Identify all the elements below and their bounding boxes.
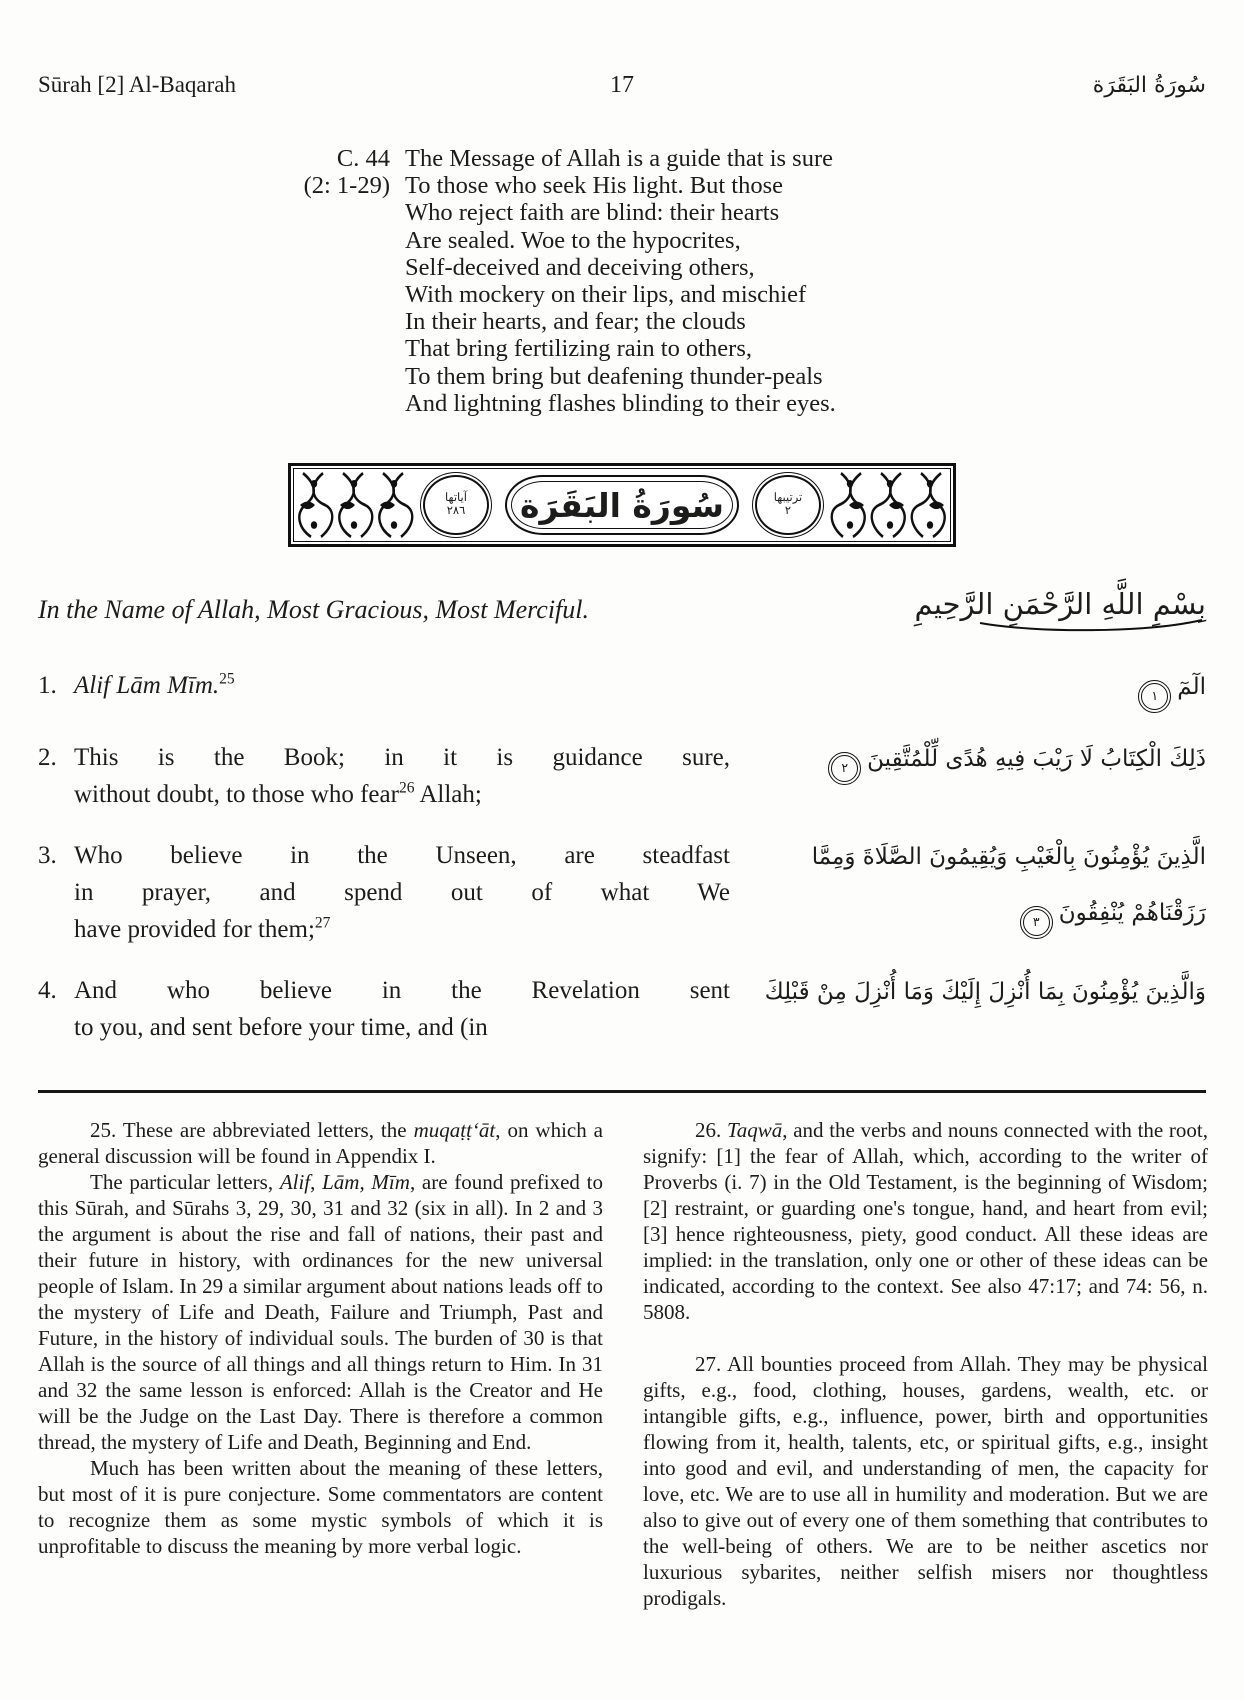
ayah-marker: ١ (1141, 683, 1168, 710)
verse-row (38, 837, 1206, 948)
footnotes-section (38, 1117, 1209, 1611)
running-head-surah-arabic: سُورَةُ البَقَرَة (1092, 73, 1206, 98)
verse-english-line (74, 667, 730, 704)
text-segment: Who believe in the Unseen, are steadfast (74, 842, 730, 870)
text-segment: in prayer, and spend out of what We (74, 879, 730, 907)
text-segment: 26. (695, 1118, 727, 1143)
text-segment: Allah; (414, 781, 482, 809)
verse-english-line (74, 739, 730, 776)
text-segment: , on which a general discussion will be found in Appendix I. (38, 1118, 603, 1169)
verse-arabic (744, 659, 1206, 715)
verse-count-value: ٢٨٦ (446, 505, 466, 518)
verse-row (38, 972, 1206, 1046)
commentary-line: Self-deceived and deceiving others, (405, 253, 755, 281)
surah-title-cartouche (505, 475, 739, 535)
verse-english-line (74, 874, 730, 911)
text-segment: The particular letters, (90, 1170, 280, 1195)
running-head-surah: Sūrah [2] Al-Baqarah (38, 72, 236, 97)
commentary-line: To them bring but deafening thunder-peals (405, 362, 823, 390)
verse-english-text (74, 837, 730, 948)
verse-arabic (744, 829, 1206, 941)
footnote-paragraph (643, 1351, 1208, 1611)
verse-count-label: آياتها (445, 492, 467, 505)
text-segment: This is the Book; in it is guidance sure, (74, 744, 730, 772)
text-segment: ذَلِكَ الْكِتَابُ لَا رَيْبَ فِيهِ هُدًى لِّلْمُتَّقِينَ (867, 746, 1206, 773)
text-segment: Much has been written about the meaning of these letters, but most of it is pure conjecture. Some commentators are content to recognize them as some mystic symbols of which it is unprofitable to discuss the meaning by more verbal logic. (38, 1456, 603, 1559)
verse-number: 1. (38, 672, 57, 700)
footnote-reference: 26 (398, 779, 415, 797)
ayah-marker: ٢ (831, 755, 858, 782)
commentary-lines (405, 145, 836, 417)
verse-number: 4. (38, 977, 57, 1005)
commentary-label: C. 44 (336, 145, 390, 172)
page-header (38, 72, 1206, 99)
commentary-line: And lightning flashes blinding to their eyes. (405, 389, 836, 417)
commentary-line: The Message of Allah is a guide that is sure (405, 145, 833, 172)
footnote-paragraph (38, 1169, 603, 1455)
footnote-reference: 25 (219, 670, 235, 688)
commentary-section (38, 145, 1206, 417)
commentary-range: (2: 1-29) (303, 172, 390, 200)
verse-english-text (74, 972, 730, 1046)
verse-english (38, 972, 730, 1046)
verse-english-text (74, 667, 730, 704)
commentary-line: Are sealed. Woe to the hypocrites, (405, 226, 741, 254)
verse-number: 2. (38, 744, 57, 772)
verse-number: 3. (38, 842, 57, 870)
italic-text: Lām, Mīm (322, 1170, 410, 1195)
surah-title-calligraphy: سُورَةُ البَقَرَة (519, 485, 725, 525)
text-segment: to you, and sent before your time, and (in (74, 1014, 488, 1042)
italic-text: Alif Lām Mīm. (74, 672, 220, 700)
page-number: 17 (610, 72, 634, 98)
text-segment: , and the verbs and nouns connected with the root, signify: [1] the fear of Allah, which, according to the writer of Proverbs (i. 7) in the Old Testament, is the beginning of Wisdom; [2] restraint, or guarding one's tongue, hand, and heart from evil; [3] hence righteousness, piety, good conduct. All these ideas are implied: in the translation, only one or other of these ideas can be indicated, according to the context. See also 47:17; and 74: 56, n. 5808. (643, 1118, 1209, 1325)
commentary-line: With mockery on their lips, and mischief (405, 281, 807, 309)
italic-text: Alif (279, 1170, 311, 1195)
italic-text: Taqwā (726, 1118, 783, 1143)
footnote-paragraph (38, 1117, 603, 1169)
verses-section (38, 667, 1206, 1046)
surah-order-value: ٢ (784, 505, 792, 518)
commentary-line: To those who seek His light. But those (405, 172, 784, 200)
surah-order-label: ترتيبها (773, 492, 803, 505)
commentary-label-block (38, 145, 390, 417)
footnote-divider-rule (38, 1090, 1206, 1093)
text-segment: الَّذِينَ يُؤْمِنُونَ بِالْغَيْبِ وَيُقِيمُونَ الصَّلَاةَ وَمِمَّا رَزَقْنَاهُمْ يُنْفِقُونَ (811, 844, 1206, 927)
italic-text: muqaṭṭ‘āt (413, 1118, 496, 1143)
surah-banner-frame (293, 468, 951, 542)
ayah-marker: ٣ (1023, 909, 1050, 936)
text-segment: have provided for them; (74, 916, 315, 944)
text-segment: 27. All bounties proceed from Allah. They may be physical gifts, e.g., food, clothing, houses, gardens, wealth, etc. or intangible gifts, e.g., influence, power, birth and opportunities flowing from it, health, talents, etc, or spiritual gifts, e.g., insight into good and evil, and understanding of men, the capacity for love, etc. We are to use all in humility and moderation. But we are also to give out of every one of them something that contributes to the well-being of others. We are to be neither ascetics nor luxurious sybarites, neither selfish misers nor thoughtless prodigals. (643, 1352, 1208, 1611)
footnotes-right-column (643, 1117, 1208, 1611)
verse-english-line (74, 972, 730, 1009)
text-segment: وَالَّذِينَ يُؤْمِنُونَ بِمَا أُنْزِلَ إِلَيْكَ وَمَا أُنْزِلَ مِنْ قَبْلِكَ (764, 979, 1206, 1006)
text-segment: الٓمٓ (1177, 674, 1206, 701)
arabesque-ornament-right-icon (827, 472, 947, 538)
commentary-line: Who reject faith are blind: their hearts (405, 199, 780, 227)
verse-english (38, 667, 730, 704)
arabesque-ornament-left-icon (297, 472, 417, 538)
surah-order-medallion (755, 475, 821, 535)
footnote-reference: 27 (314, 914, 331, 932)
text-segment: without doubt, to those who fear (74, 781, 399, 809)
verse-row (38, 667, 1206, 715)
text-segment: , are found prefixed to this Sūrah, and Sūrahs 3, 29, 30, 31 and 32 (six in all). In 2 and 3 the argument is about the rise and fall of nations, their past and their future in history, with ordinances for the new universal people of Islam. In 29 a similar argument about nations leads off to the mystery of Life and Death, Failure and Triumph, Past and Future, in the history of individual souls. The burden of 30 is that Allah is the source of all things and all things return to Him. In 31 and 32 the same lesson is enforced: Allah is the Creator and He will be the Judge on the Last Day. There is therefore a common thread, the mystery of Life and Death, Beginning and End. (38, 1170, 603, 1455)
commentary-line: That bring fertilizing rain to others, (405, 335, 752, 363)
footnotes-left-column (38, 1117, 603, 1611)
verse-english-line (74, 837, 730, 874)
bismillah-english: In the Name of Allah, Most Gracious, Most Merciful. (38, 595, 590, 625)
verse-english-line (74, 776, 730, 813)
verse-row (38, 739, 1206, 813)
verse-english (38, 739, 730, 813)
verse-arabic (744, 731, 1206, 787)
text-segment: 25. These are abbreviated letters, the (90, 1118, 414, 1143)
bismillah-arabic-block (915, 587, 1206, 633)
verse-arabic (744, 964, 1206, 1020)
footnote-paragraph (643, 1117, 1208, 1325)
verse-english-line (74, 911, 730, 948)
verse-english (38, 837, 730, 948)
verse-english-line (74, 1009, 730, 1046)
commentary-line: In their hearts, and fear; the clouds (405, 308, 746, 336)
footnote-paragraph (38, 1455, 603, 1559)
bismillah-row (38, 587, 1206, 633)
surah-banner (288, 463, 956, 547)
bismillah-arabic-calligraphy: بِسْمِ اللَّهِ الرَّحْمَنِ الرَّحِيمِ (914, 587, 1206, 622)
verse-english-text (74, 739, 730, 813)
text-segment: , (310, 1170, 323, 1195)
text-segment: And who believe in the Revelation sent (74, 977, 730, 1005)
verse-count-medallion (423, 475, 489, 535)
